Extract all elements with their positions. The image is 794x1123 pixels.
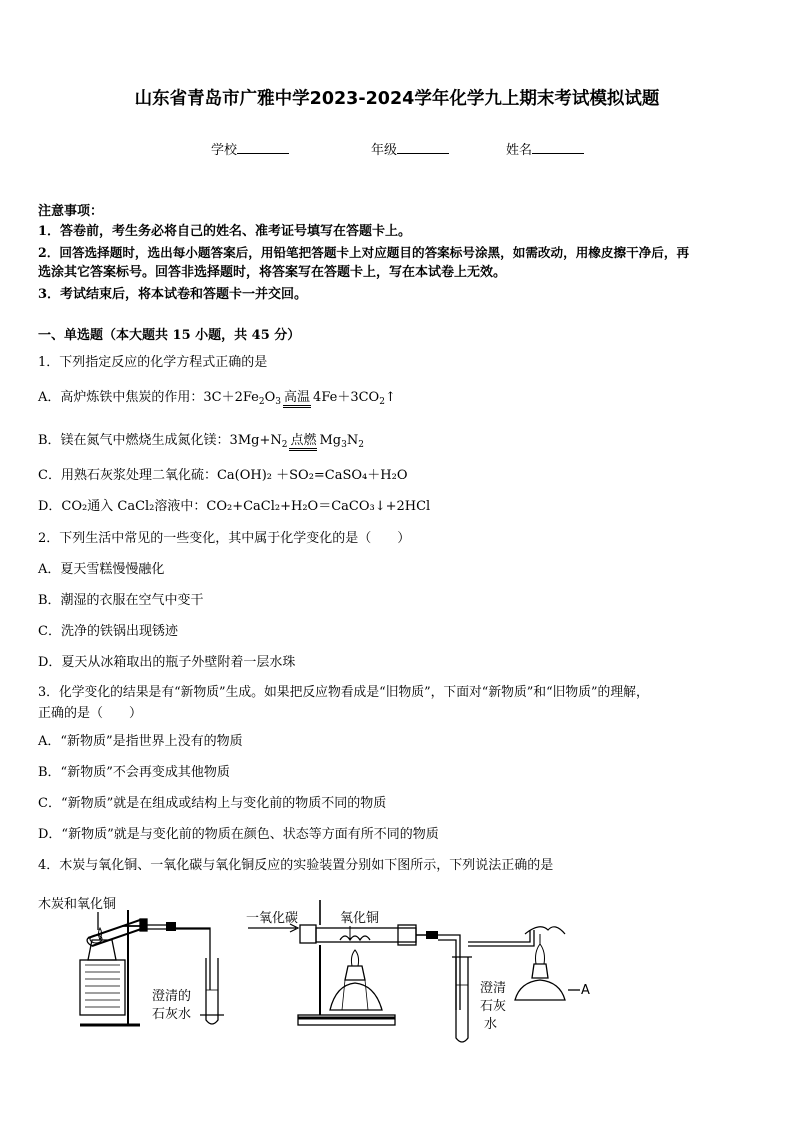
page-title: 山东省青岛市广雅中学2023-2024学年化学九上期末考试模拟试题 [134, 89, 660, 109]
svg-text:水: 水 [484, 1017, 498, 1032]
svg-text:澄清的: 澄清的 [152, 989, 192, 1004]
q1-option-b[interactable]: B．镁在氮气中燃烧生成氮化镁：$3Mg+N_2$ 点燃 $Mg_3N_2$ [38, 433, 364, 450]
school-label: 学校 [211, 143, 238, 158]
name-field[interactable] [506, 141, 584, 160]
school-field[interactable] [211, 141, 289, 160]
left-label: 木炭和氧化铜 [38, 897, 117, 912]
q1-option-a[interactable]: A．高炉炼铁中焦炭的作用：$3C+2Fe_2O_3$ 高温 $4Fe+3CO_2↑$ [38, 390, 396, 407]
q2-option-a[interactable]: A．夏天雪糕慢慢融化 [38, 562, 165, 577]
svg-text:石灰水: 石灰水 [152, 1007, 192, 1022]
q3-stem-line2: 正确的是（ ） [38, 706, 143, 721]
q1-option-c[interactable]: C．用熟石灰浆处理二氧化硫：Ca(OH)₂ ＋SO₂=CaSO₄＋H₂O [38, 468, 408, 483]
q3-option-b[interactable]: B．“新物质”不会再变成其他物质 [38, 765, 230, 780]
name-label: 姓名 [506, 143, 533, 158]
section-heading: 一、单选题（本大题共 15 小题，共 45 分） [38, 328, 301, 343]
q2-option-c[interactable]: C．洗净的铁锅出现锈迹 [38, 624, 178, 639]
notice-2b: 选涂其它答案标号。回答非选择题时，将答案写在答题卡上，写在本试卷上无效。 [38, 265, 507, 280]
q3-option-d[interactable]: D．“新物质”就是与变化前的物质在颜色、状态等方面有所不同的物质 [38, 827, 439, 842]
svg-text:澄清: 澄清 [480, 981, 507, 996]
left-apparatus [38, 896, 224, 1025]
q1-option-d[interactable]: D．CO₂通入 CaCl₂溶液中：CO₂+CaCl₂+H₂O＝CaCO₃↓+2HCl [38, 499, 431, 514]
q2-option-d[interactable]: D．夏天从冰箱取出的瓶子外壁附着一层水珠 [38, 655, 296, 670]
cuo-label: 氧化铜 [340, 911, 380, 926]
notice-3: 3．考试结束后，将本试卷和答题卡一并交回。 [38, 287, 308, 302]
svg-text:石灰: 石灰 [480, 999, 507, 1014]
notice-heading: 注意事项： [38, 204, 104, 219]
experiment-figure [0, 890, 794, 1070]
condition-high-temp: 高温 [283, 391, 311, 408]
q2-option-b[interactable]: B．潮湿的衣服在空气中变干 [38, 593, 204, 608]
co-label: 一氧化碳 [246, 911, 299, 926]
q3-option-a[interactable]: A．“新物质”是指世界上没有的物质 [38, 734, 243, 749]
right-apparatus [246, 900, 590, 1042]
q3-option-c[interactable]: C．“新物质”就是在组成或结构上与变化前的物质不同的物质 [38, 796, 387, 811]
condition-ignite: 点燃 [289, 434, 317, 451]
grade-field[interactable] [371, 141, 449, 160]
q2-stem: 2．下列生活中常见的一些变化，其中属于化学变化的是（ ） [38, 531, 411, 546]
lamp-label: A [581, 983, 590, 998]
q3-stem-line1: 3．化学变化的结果是有“新物质”生成。如果把反应物看成是“旧物质”，下面对“新物质”和“旧物质”的理解， [38, 685, 649, 700]
q4-stem: 4．木炭与氧化铜、一氧化碳与氧化铜反应的实验装置分别如下图所示，下列说法正确的是 [38, 858, 554, 873]
notice-2a: 2．回答选择题时，选出每小题答案后，用铅笔把答题卡上对应题目的答案标号涂黑，如需改动，用橡皮擦干净后，再 [38, 245, 690, 260]
grade-label: 年级 [371, 143, 398, 158]
notice-1: 1．答卷前，考生务必将自己的姓名、准考证号填写在答题卡上。 [38, 224, 412, 239]
q1-stem: 1．下列指定反应的化学方程式正确的是 [38, 355, 268, 370]
